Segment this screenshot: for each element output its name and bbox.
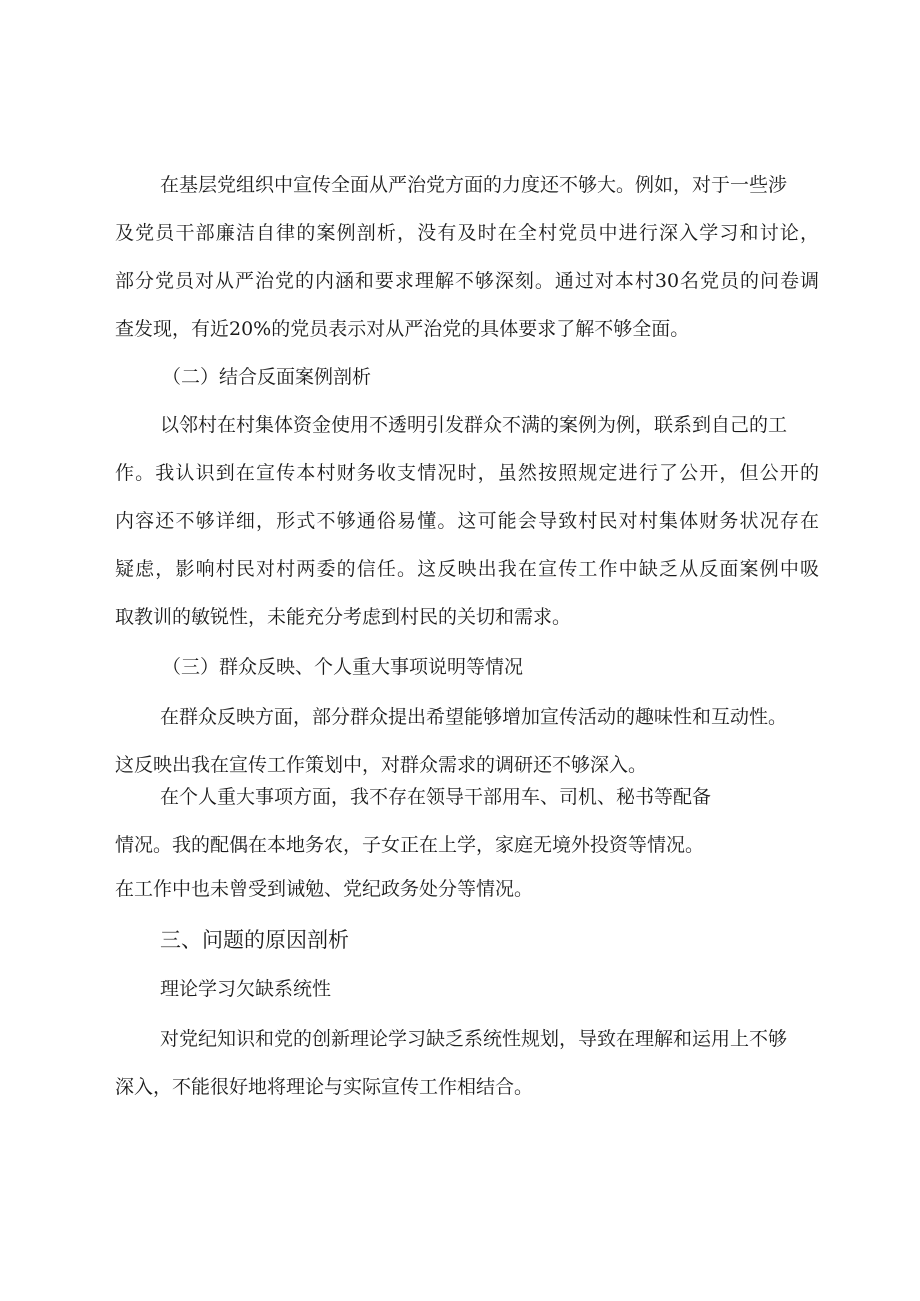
paragraph-line: 以邻村在村集体资金使用不透明引发群众不满的案例为例，联系到自己的工 xyxy=(160,414,788,436)
subsection-title-theory-study: 理论学习欠缺系统性 xyxy=(160,978,332,1000)
paragraph-line: 作。我认识到在宣传本村财务收支情况时，虽然按照规定进行了公开，但公开的 xyxy=(115,462,819,484)
paragraph-line: 在基层党组织中宣传全面从严治党方面的力度还不够大。例如，对于一些涉 xyxy=(160,174,788,196)
paragraph-line: 在工作中也未曾受到诫勉、党纪政务处分等情况。 xyxy=(115,878,534,900)
paragraph-line: 疑虑，影响村民对村两委的信任。这反映出我在宣传工作中缺乏从反面案例中吸 xyxy=(115,558,819,580)
section-title-cause-analysis: 三、问题的原因剖析 xyxy=(160,928,349,952)
heading-negative-case-analysis: （二）结合反面案例剖析 xyxy=(162,366,372,388)
paragraph-line: 部分党员对从严治党的内涵和要求理解不够深刻。通过对本村30名党员的问卷调 xyxy=(115,270,819,292)
paragraph-line: 情况。我的配偶在本地务农，子女正在上学，家庭无境外投资等情况。 xyxy=(115,834,705,856)
paragraph-line: 查发现，有近20%的党员表示对从严治党的具体要求了解不够全面。 xyxy=(115,318,690,340)
paragraph-line: 在个人重大事项方面，我不存在领导干部用车、司机、秘书等配备 xyxy=(160,786,712,808)
paragraph-line: 对党纪知识和党的创新理论学习缺乏系统性规划，导致在理解和运用上不够 xyxy=(160,1028,788,1050)
paragraph-line: 在群众反映方面，部分群众提出希望能够增加宣传活动的趣味性和互动性。 xyxy=(160,706,788,728)
paragraph-line: 深入，不能很好地将理论与实际宣传工作相结合。 xyxy=(115,1076,534,1098)
heading-public-feedback: （三）群众反映、个人重大事项说明等情况 xyxy=(162,656,524,678)
paragraph-line: 内容还不够详细，形式不够通俗易懂。这可能会导致村民对村集体财务状况存在 xyxy=(115,510,819,532)
paragraph-line: 及党员干部廉洁自律的案例剖析，没有及时在全村党员中进行深入学习和讨论， xyxy=(115,222,819,244)
paragraph-line: 这反映出我在宣传工作策划中，对群众需求的调研还不够深入。 xyxy=(115,754,648,776)
paragraph-line: 取教训的敏锐性，未能充分考虑到村民的关切和需求。 xyxy=(115,606,572,628)
